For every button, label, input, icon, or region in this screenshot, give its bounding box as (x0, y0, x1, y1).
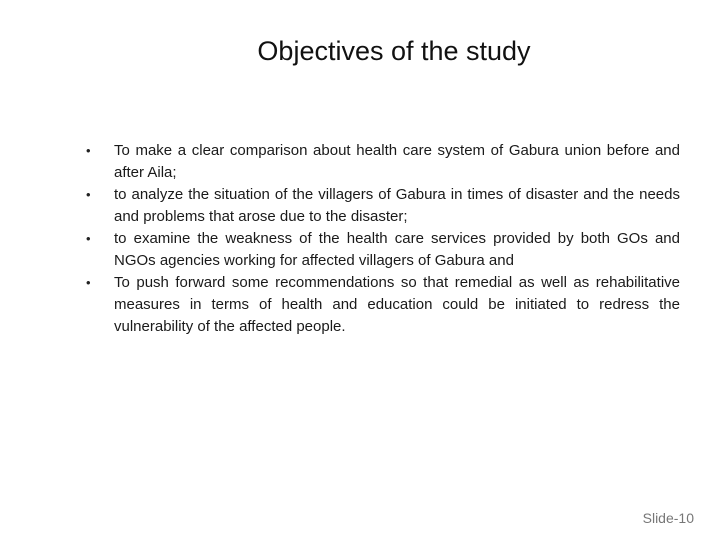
objectives-list (86, 140, 680, 338)
bullet-text: to examine the weakness of the health care services provided by both GOs and NGOs agencies working for affected villagers of Gabura and (114, 230, 680, 269)
bullet-icon: • (86, 275, 91, 290)
list-item (86, 184, 680, 228)
bullet-icon: • (86, 143, 91, 158)
list-item (86, 140, 680, 184)
list-item (86, 272, 680, 338)
list-item (86, 228, 680, 272)
bullet-text: to analyze the situation of the villagers of Gabura in times of disaster and the needs and problems that arose due to the disaster; (114, 186, 680, 225)
bullet-icon: • (86, 187, 91, 202)
slide-number: Slide-10 (642, 510, 694, 526)
bullet-text: To push forward some recommendations so that remedial as well as rehabilitative measures in terms of health and education could be initiated to redress the vulnerability of the affected people. (114, 274, 680, 335)
bullet-icon: • (86, 231, 91, 246)
slide-title: Objectives of the study (257, 36, 531, 66)
bullet-text: To make a clear comparison about health care system of Gabura union before and after Aila; (114, 142, 680, 181)
